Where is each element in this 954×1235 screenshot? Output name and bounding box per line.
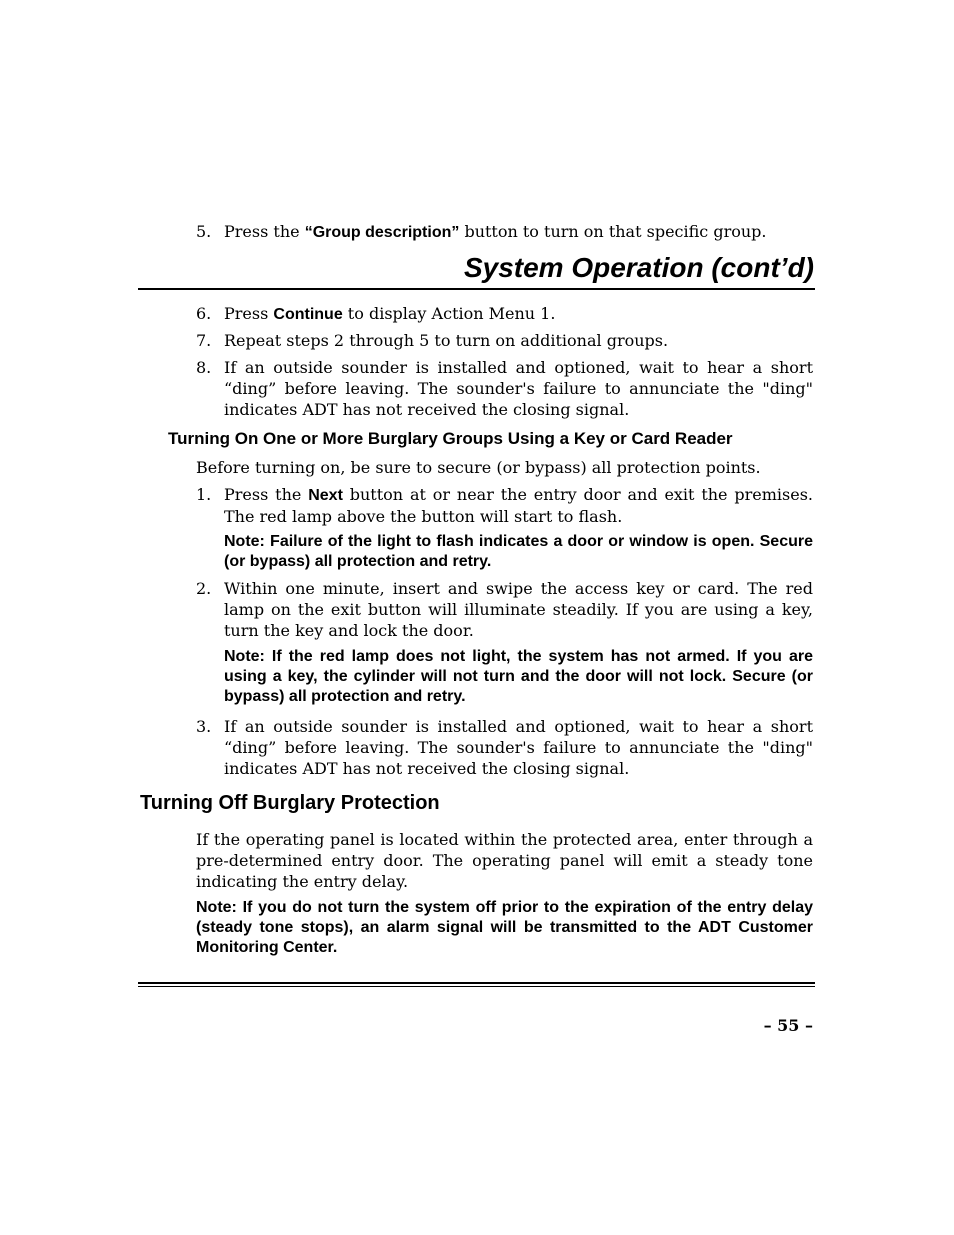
step-text: If an outside sounder is installed and optioned, wait to hear a short “ding” before leaving. The sounder's failure to annunciate the "ding" indicates ADT has not received the closing signal. bbox=[224, 358, 813, 419]
step-text: button to turn on that specific group. bbox=[459, 222, 767, 241]
group-description-label: “Group description” bbox=[304, 224, 460, 241]
step-number: 8. bbox=[196, 358, 212, 377]
step-number: 5. bbox=[196, 222, 212, 241]
title-rule bbox=[138, 288, 815, 290]
step-text: button at or near the entry door and exit the premises. The red lamp above the button will start to flash. bbox=[224, 485, 814, 526]
section-title: System Operation (cont’d) bbox=[463, 252, 814, 283]
note-entry-delay: Note: If you do not turn the system off prior to the expiration of the entry delay (steady tone stops), an alarm signal will be transmitted to the ADT Customer Monitoring Center. bbox=[196, 899, 813, 956]
step-8 bbox=[196, 357, 813, 420]
continue-label: Continue bbox=[273, 306, 343, 323]
step-number: 2. bbox=[196, 579, 212, 598]
step-number: 6. bbox=[196, 304, 212, 323]
step-7 bbox=[196, 330, 813, 351]
step-text: Repeat steps 2 through 5 to turn on additional groups. bbox=[224, 331, 669, 350]
step-6 bbox=[196, 303, 813, 325]
step-number: 7. bbox=[196, 331, 212, 350]
footer-rule-bottom bbox=[138, 986, 815, 987]
step-text: Press the bbox=[224, 485, 309, 504]
page-number: – 55 – bbox=[763, 1016, 813, 1035]
next-label: Next bbox=[308, 487, 343, 504]
step-text: Press bbox=[224, 304, 274, 323]
step-text: to display Action Menu 1. bbox=[342, 304, 556, 323]
heading-turning-off: Turning Off Burglary Protection bbox=[140, 792, 440, 814]
step-text: Within one minute, insert and swipe the access key or card. The red lamp on the exit button will illuminate steadily. If you are using a key, turn the key and lock the door. bbox=[224, 579, 813, 640]
note-flash-failure: Note: Failure of the light to flash indicates a door or window is open. Secure (or bypass) all protection and retry. bbox=[224, 533, 813, 570]
note-red-lamp: Note: If the red lamp does not light, the system has not armed. If you are using a key, the cylinder will not turn and the door will not lock. Secure (or bypass) all protection and retry. bbox=[224, 648, 813, 705]
key-step-1 bbox=[196, 484, 813, 527]
subheading-key-card: Turning On One or More Burglary Groups Using a Key or Card Reader bbox=[168, 429, 733, 448]
key-step-3 bbox=[196, 716, 813, 779]
key-step-2 bbox=[196, 578, 813, 641]
intro-paragraph: Before turning on, be sure to secure (or bypass) all protection points. bbox=[196, 458, 761, 477]
step-number: 1. bbox=[196, 485, 212, 504]
turning-off-paragraph: If the operating panel is located within the protected area, enter through a pre-determined entry door. The operating panel will emit a steady tone indicating the entry delay. bbox=[196, 830, 813, 891]
step-5 bbox=[196, 221, 813, 243]
step-text: If an outside sounder is installed and optioned, wait to hear a short “ding” before leaving. The sounder's failure to annunciate the "ding" indicates ADT has not received the closing signal. bbox=[224, 717, 813, 778]
footer-rule-top bbox=[138, 982, 815, 984]
step-number: 3. bbox=[196, 717, 212, 736]
step-text: Press the bbox=[224, 222, 305, 241]
